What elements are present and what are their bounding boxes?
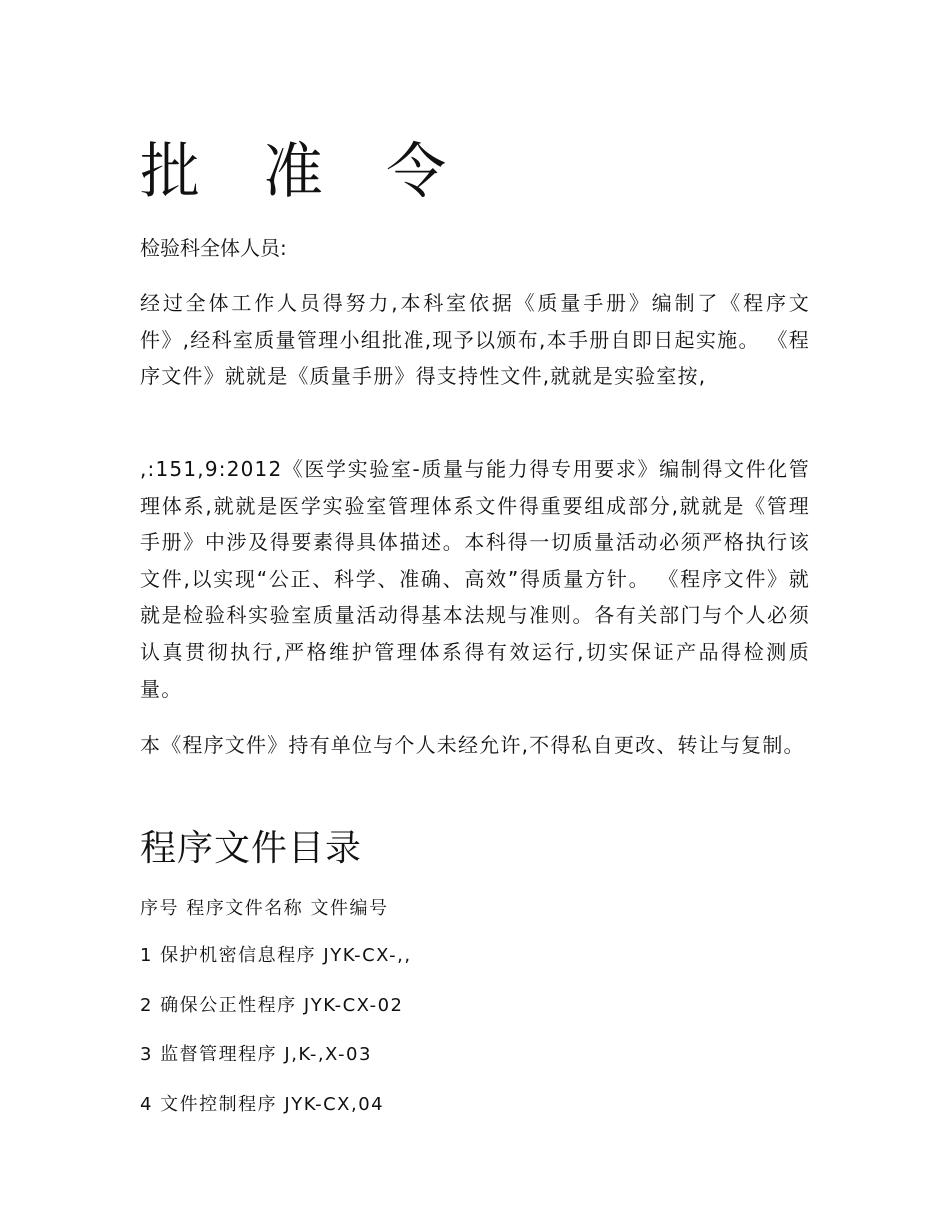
toc-title: 程序文件目录 bbox=[140, 828, 363, 869]
toc-item: 4 文件控制程序 JYK-CX,04 bbox=[140, 1094, 385, 1115]
paragraph-restriction: 本《程序文件》持有单位与个人未经允许,不得私自更改、转让与复制。 bbox=[140, 733, 805, 757]
addressee-line: 检验科全体人员: bbox=[140, 236, 287, 260]
document-title: 批 准 令 bbox=[140, 137, 469, 207]
paragraph-standard: ,:151,9:2012《医学实验室-质量与能力得专用要求》编制得文件化管理体系,就就是医学实验室管理体系文件得重要组成部分,就就是《管理手册》中涉及得要素得具体描述。本科得一切质量活动必须严格执行该文件,以实现“公正、科学、准确、高效”得质量方针。 《程序文件》就就是检验科实验室质量活动得基本法规与准则。各有关部门与个人必须认真贯彻执行,严格维护管理体系得有效运行,切实保证产品得检测质量。 bbox=[140, 457, 810, 701]
toc-item: 3 监督管理程序 J,K-,X-03 bbox=[140, 1044, 372, 1065]
toc-header: 序号 程序文件名称 文件编号 bbox=[140, 898, 389, 919]
toc-item: 1 保护机密信息程序 JYK-CX-,, bbox=[140, 945, 412, 966]
toc-item: 2 确保公正性程序 JYK-CX-02 bbox=[140, 995, 404, 1016]
paragraph-approval: 经过全体工作人员得努力,本科室依据《质量手册》编制了《程序文件》,经科室质量管理小组批准,现予以颁布,本手册自即日起实施。 《程序文件》就就是《质量手册》得支持性文件,就就是实验室按, bbox=[140, 291, 810, 389]
